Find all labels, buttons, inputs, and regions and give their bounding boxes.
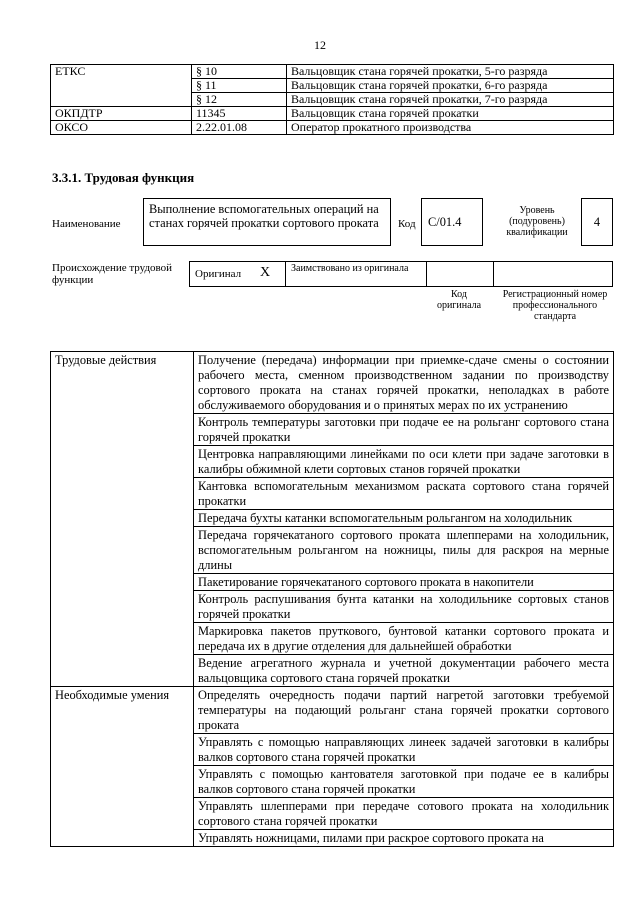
- table-cell-text: Ведение агрегатного журнала и учетной документации рабочего места вальцовщика сортового стана горячей прокатки: [194, 655, 614, 687]
- table-cell-text: Управлять с помощью направляющих линеек задачей заготовки в калибры валков сортового стана горячей прокатки: [194, 734, 614, 766]
- name-cell: Вальцовщик стана горячей прокатки, 6-го разряда: [287, 79, 614, 93]
- labor-function-table: [50, 351, 614, 847]
- code-cell: ЕТКС: [51, 65, 192, 79]
- table-cell-text: Маркировка пакетов пруткового, бунтовой катанки сортового проката и передача их в другие отделения для дальнейшей обработки: [194, 623, 614, 655]
- table-row: [51, 65, 614, 79]
- table-cell-text: Пакетирование горячекатаного сортового проката в накопители: [194, 574, 614, 591]
- registration-number-caption: Регистрационный номер профессионального стандарта: [502, 289, 608, 322]
- number-cell: 11345: [192, 107, 287, 121]
- code-label: Код: [398, 218, 416, 230]
- function-name-box: Выполнение вспомогательных операций на станах горячей прокатки сортового проката: [143, 198, 391, 246]
- code-cell: ОКСО: [51, 121, 192, 135]
- name-cell: Вальцовщик стана горячей прокатки, 5-го разряда: [287, 65, 614, 79]
- related-codes-table: [50, 64, 614, 135]
- function-code-box: C/01.4: [421, 198, 483, 246]
- table-cell-text: Управлять шлепперами при передаче сотового проката на холодильник сортового стана горячей прокатки: [194, 798, 614, 830]
- section-heading: 3.3.1. Трудовая функция: [52, 170, 195, 185]
- code-original-caption: Код оригинала: [436, 289, 482, 311]
- name-cell: Вальцовщик стана горячей прокатки: [287, 107, 614, 121]
- name-cell: Вальцовщик стана горячей прокатки, 7-го разряда: [287, 93, 614, 107]
- code-cell: [51, 93, 192, 107]
- number-cell: § 10: [192, 65, 287, 79]
- table-cell-text: Получение (передача) информации при приемке-сдаче смены о состоянии рабочего места, сменном производственном задании по производству сортового проката на станах горячей прокатки, неполадках в работе обслуживаемого оборудования и о принятых мерах по их устранению: [194, 352, 614, 414]
- original-label: Оригинал: [195, 268, 242, 280]
- skills-label: Необходимые умения: [51, 687, 194, 847]
- table-cell-text: Центровка направляющими линейками по оси клети при задаче заготовки в калибры обжимной клети сортовых станов горячей прокатки: [194, 446, 614, 478]
- code-cell: [51, 79, 192, 93]
- number-cell: 2.22.01.08: [192, 121, 287, 135]
- divider: [426, 261, 427, 287]
- borrowed-label: Заимствовано из оригинала: [291, 263, 409, 274]
- name-label: Наименование: [52, 218, 121, 230]
- table-cell-text: Контроль распушивания бунта катанки на холодильнике сортовых станов горячей прокатки: [194, 591, 614, 623]
- number-cell: § 11: [192, 79, 287, 93]
- table-cell-text: Кантовка вспомогательным механизмом раската сортового стана горячей прокатки: [194, 478, 614, 510]
- origin-grid: [189, 261, 613, 287]
- table-cell-text: Передача горячекатаного сортового проката шлепперами на холодильник, вспомогательным рольгангом на ножницы, пилы для раскроя на мерные длины: [194, 527, 614, 574]
- table-row: [51, 121, 614, 135]
- original-mark: X: [260, 265, 271, 280]
- code-cell: ОКПДТР: [51, 107, 192, 121]
- labor-actions-label: Трудовые действия: [51, 352, 194, 687]
- divider: [285, 261, 286, 287]
- level-box: 4: [581, 198, 613, 246]
- table-cell-text: Передача бухты катанки вспомогательным рольгангом на холодильник: [194, 510, 614, 527]
- table-cell-text: Определять очередность подачи партий нагретой заготовки требуемой температуры на подающий рольганг стана горячей прокатки сортового проката: [194, 687, 614, 734]
- table-row: [51, 107, 614, 121]
- table-cell-text: Управлять с помощью кантователя заготовкой при подаче ее в калибры валков сортового стана горячей прокатки: [194, 766, 614, 798]
- table-cell-text: Контроль температуры заготовки при подаче ее на рольганг сортового стана горячей прокатки: [194, 414, 614, 446]
- divider: [493, 261, 494, 287]
- table-row: [51, 79, 614, 93]
- origin-label: Происхождение трудовой функции: [52, 262, 173, 286]
- name-cell: Оператор прокатного производства: [287, 121, 614, 135]
- level-label: Уровень (подуровень) квалификации: [506, 205, 568, 238]
- table-cell-text: Управлять ножницами, пилами при раскрое сортового проката на: [194, 830, 614, 847]
- page-number: 12: [314, 38, 326, 52]
- table-row: [51, 93, 614, 107]
- table-row: [51, 352, 614, 414]
- table-row: [51, 687, 614, 734]
- number-cell: § 12: [192, 93, 287, 107]
